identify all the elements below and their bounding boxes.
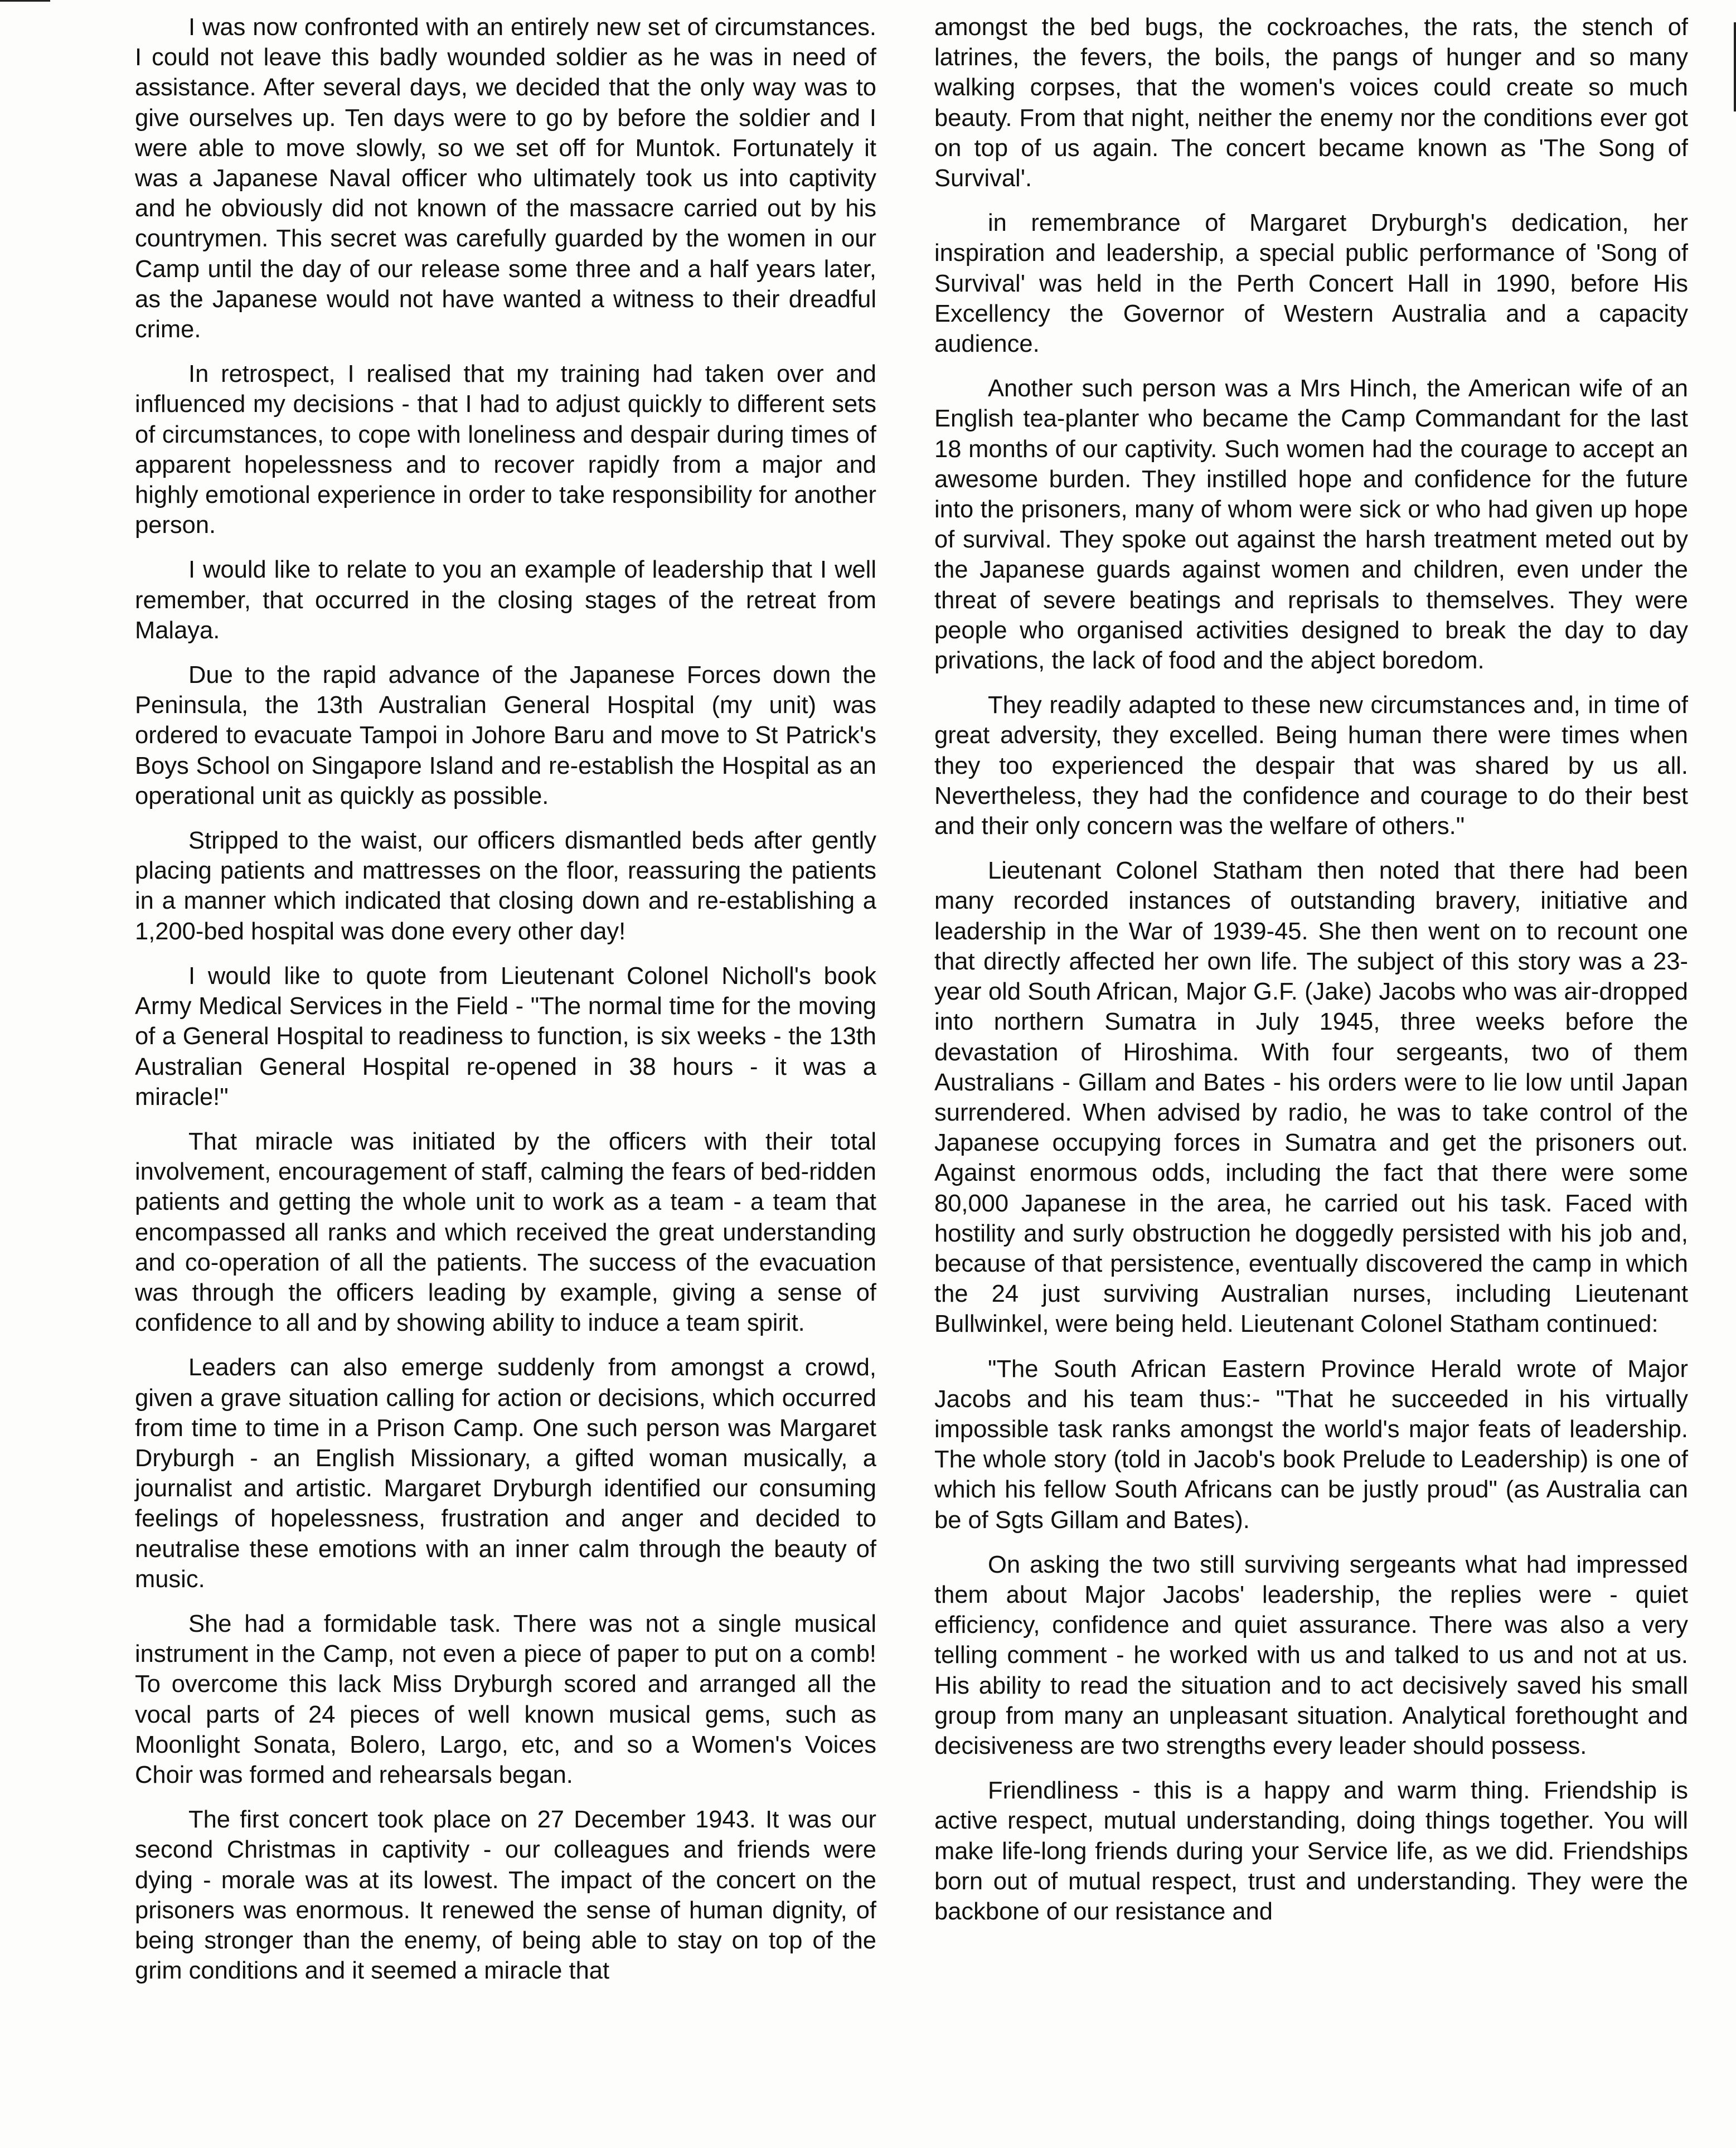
continued-paragraph: amongst the bed bugs, the cockroaches, the rats, the stench of latrines, the fevers, the boils, the pangs of hunger and so many walking corpses, that the women's voices could create so much beauty. From that night, neither the enemy nor the conditions ever got on top of us again. The concert became known as 'The Song of Survival'. bbox=[934, 14, 1688, 192]
paragraph: Due to the rapid advance of the Japanese Forces down the Peninsula, the 13th Australian General Hospital (my unit) was ordered to evacuate Tampoi in Johore Baru and move to St Patrick's Boys School on Singapore Island and re-establish the Hospital as an operational unit as quickly as possible. bbox=[135, 662, 876, 809]
right-column bbox=[934, 12, 1688, 1941]
paragraph: Stripped to the waist, our officers dismantled beds after gently placing patients and mattresses on the floor, reassuring the patients in a manner which indicated that closing down and re-establishing a 1,200-bed hospital was done every other day! bbox=[135, 827, 876, 945]
paragraph: She had a formidable task. There was not a single musical instrument in the Camp, not even a piece of paper to put on a comb! To overcome this lack Miss Dryburgh scored and arranged all the vocal parts of 24 pieces of well known musical gems, such as Moonlight Sonata, Bolero, Largo, etc, and so a Women's Voices Choir was formed and rehearsals began. bbox=[135, 1610, 876, 1788]
paragraph: They readily adapted to these new circumstances and, in time of great adversity, they excelled. Being human there were times when they too experienced the despair that was shared by us all. Nevertheless, they had the confidence and courage to do their best and their only concern was the welfare of others." bbox=[934, 692, 1688, 840]
quoted-paragraph: "The South African Eastern Province Herald wrote of Major Jacobs and his team thus:- "That he succeeded in his virtually impossible task ranks amongst the world's major feats of leadership. The whole story (told in Jacob's book Prelude to Leadership) is one of which his fellow South Africans can be justly proud" (as Australia can be of Sgts Gillam and Bates). bbox=[934, 1355, 1688, 1534]
paragraph: The first concert took place on 27 December 1943. It was our second Christmas in captivity - our colleagues and friends were dying - morale was at its lowest. The impact of the concert on the prisoners was enormous. It renewed the sense of human dignity, of being stronger than the enemy, of being able to stay on top of the grim conditions and it seemed a miracle that bbox=[135, 1806, 876, 1985]
paragraph: Lieutenant Colonel Statham then noted that there had been many recorded instances of outstanding bravery, initiative and leadership in the War of 1939-45. She then went on to recount one that directly affected her own life. The subject of this story was a 23-year old South African, Major G.F. (Jake) Jacobs who was air-dropped into northern Sumatra in July 1945, three weeks before the devastation of Hiroshima. With four sergeants, two of them Australians - Gillam and Bates - his orders were to lie low until Japan surrendered. When advised by radio, he was to take control of the Japanese occupying forces in Sumatra and get the prisoners out. Against enormous odds, including the fact that there were some 80,000 Japanese in the area, he carried out his task. Faced with hostility and surly obstruction he doggedly persisted with his job and, because of that persistence, eventually discovered the camp in which the 24 just surviving Australian nurses, including Lieutenant Bullwinkel, were being held. Lieutenant Colonel Statham continued: bbox=[934, 857, 1688, 1338]
paragraph: in remembrance of Margaret Dryburgh's dedication, her inspiration and leadership, a special public performance of 'Song of Survival' was held in the Perth Concert Hall in 1990, before His Excellency the Governor of Western Australia and a capacity audience. bbox=[934, 210, 1688, 358]
paragraph: That miracle was initiated by the officers with their total involvement, encouragement of staff, calming the fears of bed-ridden patients and getting the whole unit to work as a team - a team that encompassed all ranks and which received the great understanding and co-operation of all the patients. The success of the evacuation was through the officers leading by example, giving a sense of confidence to all and by showing ability to induce a team spirit. bbox=[135, 1128, 876, 1337]
top-edge-mark bbox=[0, 0, 50, 2]
right-edge-mark bbox=[1734, 22, 1736, 111]
paragraph: I would like to quote from Lieutenant Colonel Nicholl's book Army Medical Services in the Field - "The normal time for the moving of a General Hospital to readiness to function, is six weeks - the 13th Australian General Hospital re-opened in 38 hours - it was a miracle!" bbox=[135, 962, 876, 1111]
paragraph: On asking the two still surviving sergeants what had impressed them about Major Jacobs' leadership, the replies were - quiet efficiency, confidence and quiet assurance. There was also a very telling comment - he worked with us and talked to us and not at us. His ability to read the situation and to act decisively saved his small group from many an unpleasant situation. Analytical forethought and decisiveness are two strengths every leader should possess. bbox=[934, 1551, 1688, 1759]
paragraph: Leaders can also emerge suddenly from amongst a crowd, given a grave situation calling for action or decisions, which occurred from time to time in a Prison Camp. One such person was Margaret Dryburgh - an English Missionary, a gifted woman musically, a journalist and artistic. Margaret Dryburgh identified our consuming feelings of hopelessness, frustration and anger and decided to neutralise these emotions with an inner calm through the beauty of music. bbox=[135, 1354, 876, 1593]
paragraph: I would like to relate to you an example of leadership that I well remember, that occurred in the closing stages of the retreat from Malaya. bbox=[135, 556, 876, 644]
paragraph: In retrospect, I realised that my training had taken over and influenced my decisions - that I had to adjust quickly to different sets of circumstances, to cope with loneliness and despair during times of apparent hopelessness and to recover rapidly from a major and highly emotional experience in order to take responsibility for another person. bbox=[135, 361, 876, 539]
paragraph: Another such person was a Mrs Hinch, the American wife of an English tea-planter who became the Camp Commandant for the last 18 months of our captivity. Such women had the courage to accept an awesome burden. They instilled hope and confidence for the future into the prisoners, many of whom were sick or who had given up hope of survival. They spoke out against the harsh treatment meted out by the Japanese guards against women and children, even under the threat of severe beatings and reprisals to themselves. They were people who organised activities designed to break the day to day privations, the lack of food and the abject boredom. bbox=[934, 375, 1688, 675]
paragraph: I was now confronted with an entirely new set of circumstances. I could not leave this badly wounded soldier as he was in need of assistance. After several days, we decided that the only way was to give ourselves up. Ten days were to go by before the soldier and I were able to move slowly, so we set off for Muntok. Fortunately it was a Japanese Naval officer who ultimately took us into captivity and he obviously did not known of the massacre carried out by his countrymen. This secret was carefully guarded by the women in our Camp until the day of our release some three and a half years later, as the Japanese would not have wanted a witness to their dreadful crime. bbox=[135, 14, 876, 343]
paragraph: Friendliness - this is a happy and warm thing. Friendship is active respect, mutual understanding, doing things together. You will make life-long friends during your Service life, as we did. Friendships born out of mutual respect, trust and understanding. They were the backbone of our resistance and bbox=[934, 1777, 1688, 1925]
left-column bbox=[135, 12, 876, 2000]
